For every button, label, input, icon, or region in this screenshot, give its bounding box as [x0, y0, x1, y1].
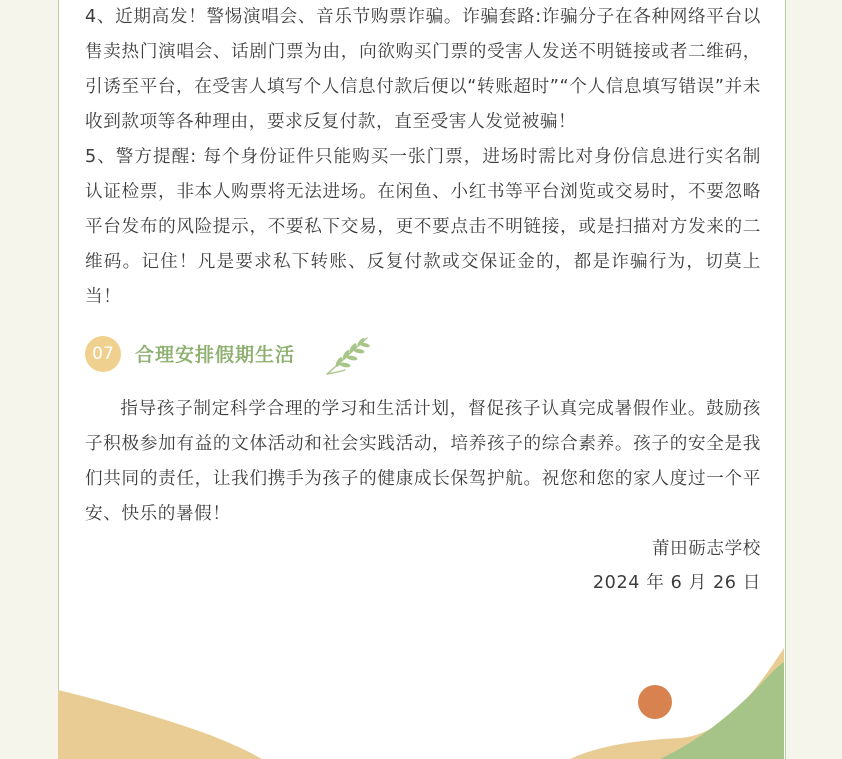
wheat-leaf-icon — [325, 334, 371, 376]
tip-item-4: 4、近期高发！警惕演唱会、音乐节购票诈骗。诈骗套路:诈骗分子在各种网络平台以售卖热门演唱会、话剧门票为由，向欲购买门票的受害人发送不明链接或者二维码，引诱至平台，在受害人填写个人信息付款后便以“转账超时”“个人信息填写错误”并未收到款项等各种理由，要求反复付款，直至受害人发觉被骗！ — [85, 7, 761, 132]
section-body: 指导孩子制定科学合理的学习和生活计划，督促孩子认真完成暑假作业。鼓励孩子积极参加有益的文体活动和社会实践活动，培养孩子的综合素养。孩子的安全是我们共同的责任，让我们携手为孩子的健康成长保驾护航。祝您和您的家人度过一个平安、快乐的暑假！ — [85, 399, 761, 524]
letter-card — [58, 0, 786, 759]
signature-school: 莆田砺志学校 — [651, 539, 761, 559]
signature-date: 2024 年 6 月 26 日 — [592, 573, 761, 593]
section-number-badge: 07 — [85, 336, 121, 372]
tip-item-5: 5、警方提醒: 每个身份证件只能购买一张门票，进场时需比对身份信息进行实名制认证检票，非本人购票将无法进场。在闲鱼、小红书等平台浏览或交易时，不要忽略平台发布的风险提示，不要私下交易，更不要点击不明链接，或是扫描对方发来的二维码。记住！凡是要求私下转账、反复付款或交保证金的，都是诈骗行为，切莫上当！ — [85, 147, 761, 307]
section-header — [85, 334, 761, 374]
section-title: 合理安排假期生活 — [135, 344, 296, 366]
